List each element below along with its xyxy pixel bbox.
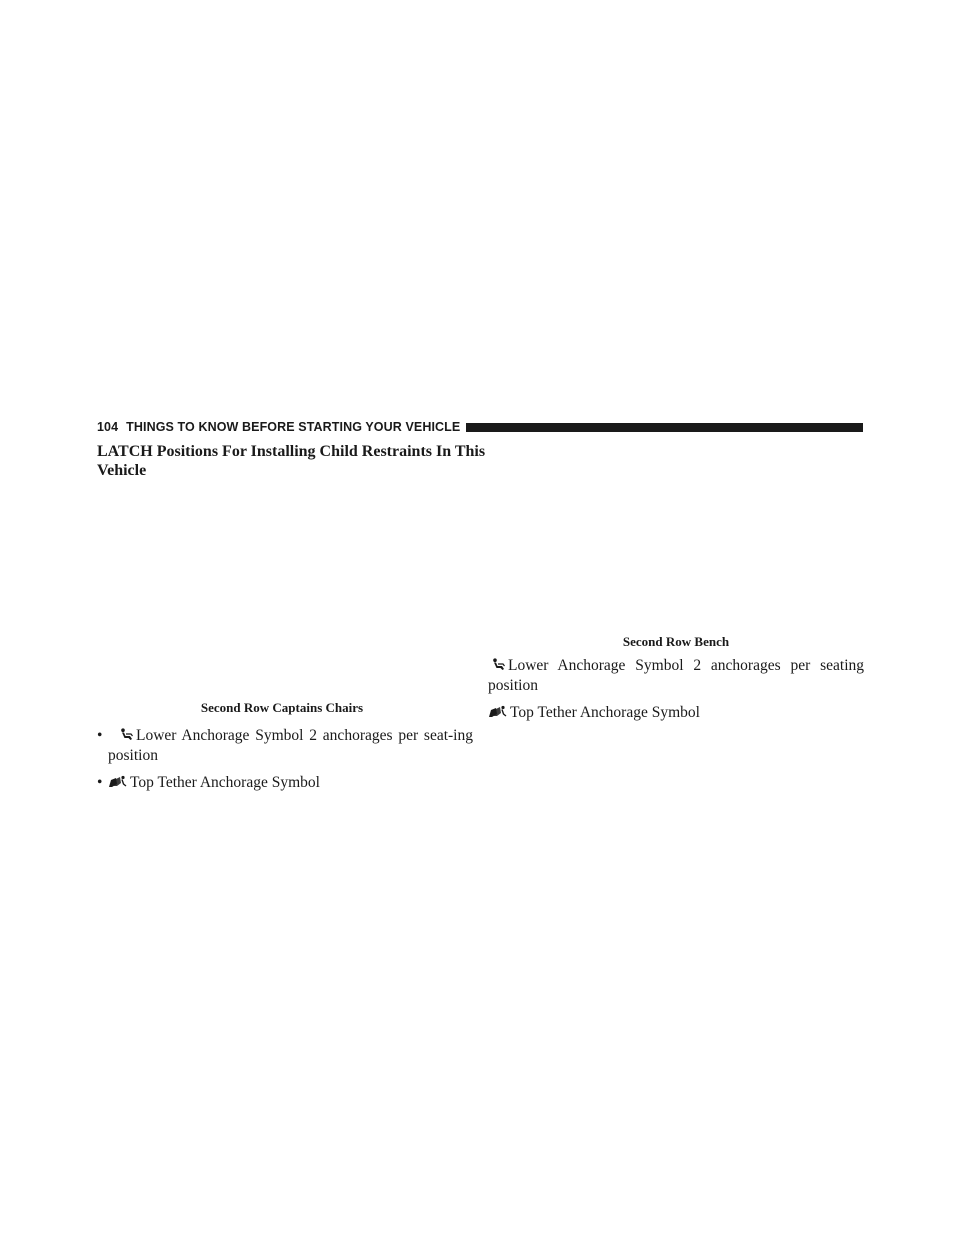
- lower-anchorage-icon: [120, 728, 133, 741]
- bullet: •: [97, 774, 103, 791]
- header-rule: [466, 423, 863, 432]
- left-column: [97, 700, 473, 800]
- list-item: [488, 656, 864, 696]
- figure-caption-captains-chairs: Second Row Captains Chairs: [200, 700, 364, 715]
- running-title: THINGS TO KNOW BEFORE STARTING YOUR VEHICLE: [126, 420, 461, 434]
- left-symbol-list: [97, 726, 473, 793]
- lower-anchorage-icon: [492, 658, 505, 671]
- lower-anchorage-text: Lower Anchorage Symbol 2 anchorages per seat-ing position: [108, 727, 473, 764]
- top-tether-text: Top Tether Anchorage Symbol: [130, 774, 320, 791]
- top-tether-text: Top Tether Anchorage Symbol: [510, 704, 700, 721]
- figure-caption-second-row-bench: Second Row Bench: [622, 634, 730, 649]
- right-column: [488, 634, 864, 730]
- section-title: LATCH Positions For Installing Child Restraints In This Vehicle: [97, 443, 486, 479]
- list-item: [488, 703, 864, 723]
- top-tether-icon: [488, 705, 507, 718]
- bullet: •: [97, 727, 103, 744]
- page-header: [97, 419, 863, 435]
- list-item: [97, 726, 473, 766]
- top-tether-icon: [108, 775, 127, 788]
- list-item: [97, 773, 473, 793]
- lower-anchorage-text: Lower Anchorage Symbol 2 anchorages per seating position: [488, 657, 864, 694]
- page-number: 104: [97, 420, 119, 434]
